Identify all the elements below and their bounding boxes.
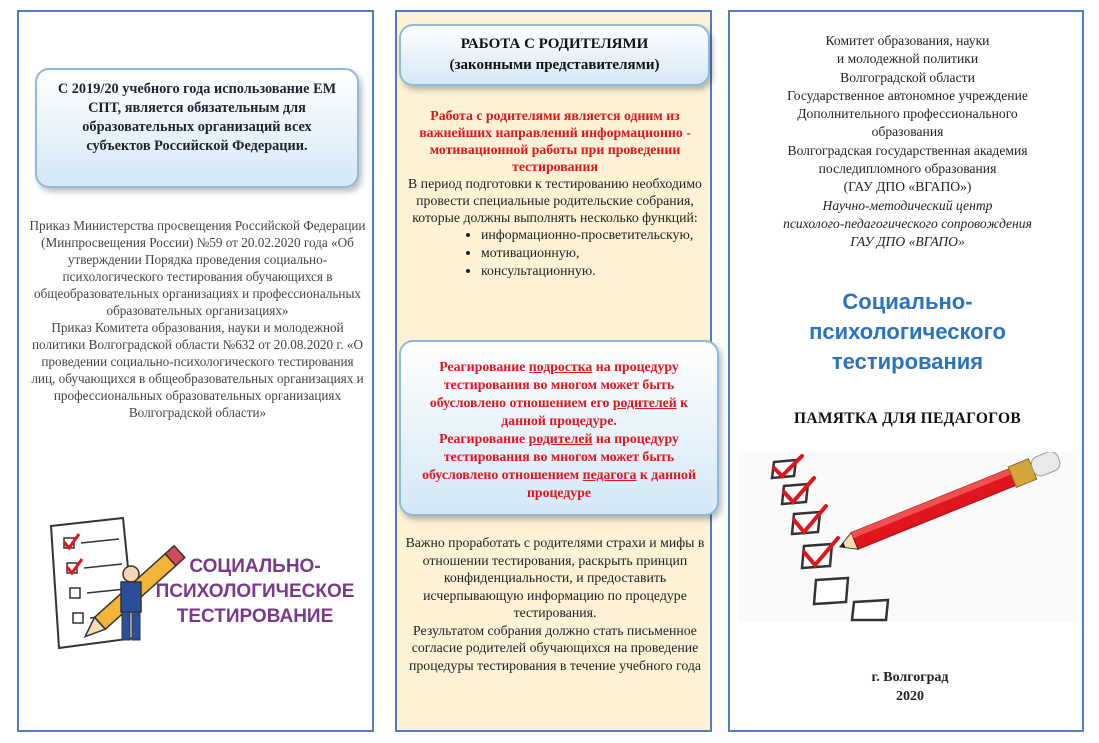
organization-block xyxy=(736,32,1079,252)
org-line: Волгоградская государственная академия xyxy=(787,142,1028,158)
checklist-pencil-illustration xyxy=(738,452,1078,622)
reaction-text: на процедуру тестирования во многом может быть обусловлено отношением его xyxy=(429,359,679,410)
org-line: и молодежной политики xyxy=(836,51,979,67)
reaction-keyword-teacher: педагога xyxy=(582,467,637,482)
reaction-text: Реагирование xyxy=(439,431,529,446)
right-panel xyxy=(728,10,1084,732)
logo-text-line2: ПСИХОЛОГИЧЕСКОЕ xyxy=(155,581,355,602)
center-line: психолого-педагогического сопровождения xyxy=(783,215,1032,231)
reaction-text: Реагирование xyxy=(439,359,529,374)
function-item: • информационно-просветительскую, xyxy=(481,226,707,244)
title-line: Социально- xyxy=(842,289,973,314)
year: 2020 xyxy=(896,689,924,704)
org-line: образования xyxy=(871,124,944,140)
title-line: тестирования xyxy=(831,349,984,374)
closing-paragraph-2: Результатом собрания должно стать письменное согласие родителей обучающихся на проведение процедуры тестирования в течение учебного года xyxy=(409,622,701,673)
mandatory-callout xyxy=(35,68,359,188)
memo-heading: ПАМЯТКА ДЛЯ ПЕДАГОГОВ xyxy=(794,410,1021,427)
order-ministry: Приказ Министерства просвещения Российской Федерации (Минпросвещения России) №59 от 20.02.2020 года «Об утверждении Порядка проведения социально-психологического тестирования обучающихся в общеобразовательных организациях и профессиональных образовательных организациях» xyxy=(29,218,366,318)
org-line: Комитет образования, науки xyxy=(825,33,990,48)
function-item: • консультационную. xyxy=(481,262,707,280)
parents-intro xyxy=(403,107,707,280)
reaction-text: на процедуру тестирования во многом может быть обусловлено отношением xyxy=(422,431,679,482)
parents-header-title: РАБОТА С РОДИТЕЛЯМИ xyxy=(460,36,649,52)
parents-header xyxy=(399,24,710,86)
reaction-text: к данной процедуре. xyxy=(501,395,689,428)
org-line: Волгоградской области xyxy=(840,69,975,85)
orders-list xyxy=(29,217,366,421)
functions-list xyxy=(403,226,707,280)
reaction-keyword-parents: родителей xyxy=(612,395,677,410)
org-line: Дополнительного профессионального xyxy=(797,106,1018,122)
logo-text-line3: ТЕСТИРОВАНИЕ xyxy=(176,606,334,627)
parents-closing xyxy=(403,534,707,674)
title-line: психологического xyxy=(809,319,1006,344)
left-panel xyxy=(17,10,374,732)
city-year xyxy=(810,668,1010,706)
city: г. Волгоград xyxy=(871,670,949,685)
closing-paragraph-1: Важно проработать с родителями страхи и мифы в отношении тестирования, раскрыть принцип конфиденциальности, и предоставить исчерпывающую информацию по процедуре тестирования. xyxy=(405,535,705,620)
parents-intro-red: Работа с родителями является одним из важнейших направлений информационно - мотивационной работы при проведении тестирования xyxy=(419,108,691,174)
reaction-keyword-teen: подростка xyxy=(528,359,593,374)
reaction-keyword-parents: родителей xyxy=(528,431,593,446)
reaction-callout xyxy=(399,340,719,516)
mandatory-callout-text: С 2019/20 учебного года использование ЕМ СПТ, является обязательным для образовательных организаций всех субъектов Российской Федерации. xyxy=(57,81,337,154)
center-line: Научно-методический центр xyxy=(822,197,993,213)
reaction-text: к данной процедуре xyxy=(526,467,696,500)
brochure-title xyxy=(750,287,1065,377)
testing-logo-illustration xyxy=(31,508,366,658)
middle-panel xyxy=(395,10,712,732)
org-line: Государственное автономное учреждение xyxy=(787,87,1028,103)
logo-text-line1: СОЦИАЛЬНО- xyxy=(189,556,321,577)
order-committee: Приказ Комитета образования, науки и молодежной политики Волгоградской области №632 от 20.08.2020 г. «О проведении социально-психологического тестирования лиц, обучающихся в общеобразовательных организациях и профессиональных образовательных организациях Волгоградской области» xyxy=(31,320,364,420)
function-item: • мотивационную, xyxy=(481,244,707,262)
org-line: последипломного образования xyxy=(818,161,997,177)
center-line: ГАУ ДПО «ВГАПО» xyxy=(850,234,965,250)
parents-header-subtitle: (законными представителями) xyxy=(449,57,660,73)
parents-intro-text: В период подготовки к тестированию необходимо провести специальные родительские собрания, которые должны выполнять несколько функций: xyxy=(408,176,702,225)
org-line: (ГАУ ДПО «ВГАПО») xyxy=(843,179,972,195)
